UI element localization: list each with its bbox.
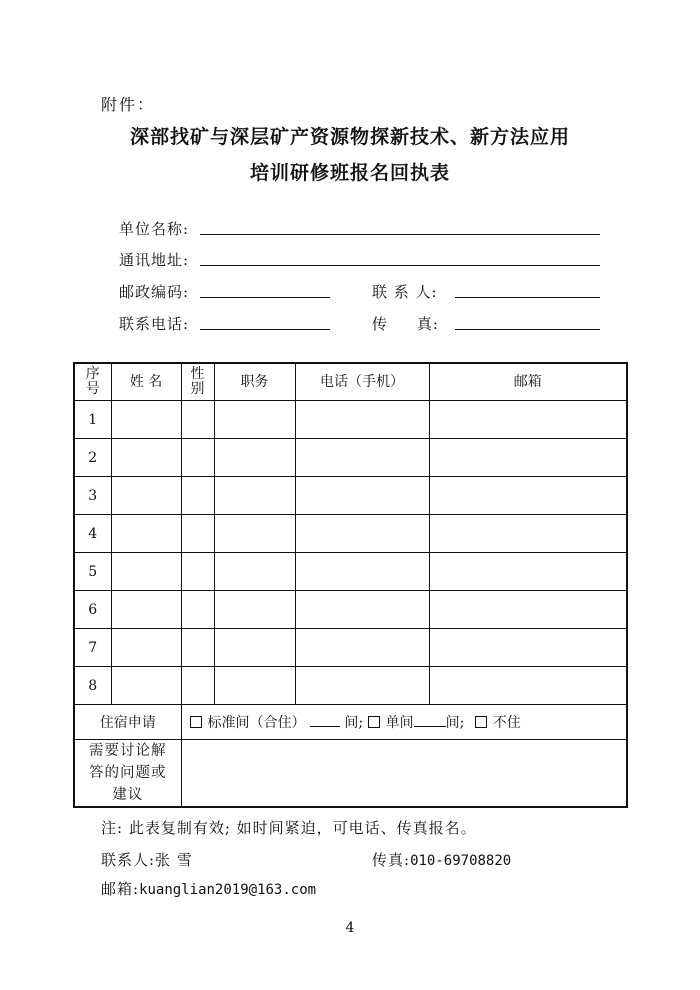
checkbox-no-stay[interactable] [475,716,487,728]
email-address: kuanglian2019@163.com [139,882,317,898]
phone-cell[interactable] [295,439,429,477]
email-cell[interactable] [429,439,627,477]
row-number: 2 [74,439,111,477]
table-header-row [74,363,627,401]
stay-option-standard: 标准间（合住） [207,715,306,731]
name-cell[interactable] [111,591,181,629]
header-position: 职务 [214,363,295,401]
position-cell[interactable] [214,591,295,629]
gender-cell[interactable] [181,401,214,439]
row-number: 3 [74,477,111,515]
page-title-line2: 培训研修班报名回执表 [249,162,450,184]
table-row [74,515,627,553]
phone-label: 联系电话: [119,315,190,333]
gender-cell[interactable] [181,591,214,629]
name-cell[interactable] [111,667,181,705]
phone-cell[interactable] [295,667,429,705]
row-number: 5 [74,553,111,591]
name-cell[interactable] [111,477,181,515]
row-number: 1 [74,401,111,439]
email-info [101,878,316,899]
position-cell[interactable] [214,477,295,515]
stay-unit-2: 间; [445,715,465,731]
header-phone: 电话（手机） [295,363,429,401]
unit-name-label: 单位名称: [119,220,190,238]
stay-label: 住宿申请 [74,705,181,740]
email-cell[interactable] [429,591,627,629]
header-seq: 序号 [74,363,111,401]
email-info-label: 邮箱: [101,880,140,898]
stay-options [181,705,627,740]
row-number: 6 [74,591,111,629]
gender-cell[interactable] [181,629,214,667]
fax-number: 010-69708820 [410,853,512,869]
position-cell[interactable] [214,439,295,477]
page-title-line1: 深部找矿与深层矿产资源物探新技术、新方法应用 [129,126,570,148]
table-row [74,439,627,477]
questions-field[interactable] [181,740,627,808]
email-cell[interactable] [429,477,627,515]
contact-person: 联系人:张 雪 [101,851,193,869]
phone-cell[interactable] [295,515,429,553]
gender-cell[interactable] [181,667,214,705]
checkbox-single-room[interactable] [368,716,380,728]
position-cell[interactable] [214,401,295,439]
row-number: 7 [74,629,111,667]
fax-info [372,849,511,870]
contact-label: 联 系 人: [372,283,438,301]
phone-cell[interactable] [295,401,429,439]
email-cell[interactable] [429,553,627,591]
email-cell[interactable] [429,629,627,667]
checkbox-standard-room[interactable] [190,716,202,728]
name-cell[interactable] [111,439,181,477]
single-room-count-field[interactable] [414,712,446,727]
address-field[interactable] [200,265,600,266]
name-cell[interactable] [111,401,181,439]
attachment-label: 附件： [101,95,156,114]
table-row [74,401,627,439]
contact-field[interactable] [455,297,600,298]
page-number: 4 [345,920,355,936]
row-number: 4 [74,515,111,553]
fax-field[interactable] [455,329,600,330]
gender-cell[interactable] [181,477,214,515]
table-row [74,477,627,515]
stay-unit-1: 间; [344,715,364,731]
postcode-field[interactable] [200,297,330,298]
header-email: 邮箱 [429,363,627,401]
standard-room-count-field[interactable] [310,712,340,727]
header-name: 姓 名 [111,363,181,401]
phone-cell[interactable] [295,553,429,591]
email-cell[interactable] [429,667,627,705]
email-cell[interactable] [429,515,627,553]
gender-cell[interactable] [181,553,214,591]
position-cell[interactable] [214,629,295,667]
gender-cell[interactable] [181,439,214,477]
fax-info-label: 传真: [372,851,411,869]
position-cell[interactable] [214,515,295,553]
table-row [74,553,627,591]
questions-row [74,740,627,808]
position-cell[interactable] [214,553,295,591]
note-text: 注: 此表复制有效; 如时间紧迫，可电话、传真报名。 [101,819,477,837]
stay-row [74,705,627,740]
gender-cell[interactable] [181,515,214,553]
position-cell[interactable] [214,667,295,705]
fax-label: 传 真: [372,315,439,333]
table-row [74,591,627,629]
name-cell[interactable] [111,553,181,591]
name-cell[interactable] [111,629,181,667]
row-number: 8 [74,667,111,705]
registration-table [73,362,628,808]
phone-cell[interactable] [295,477,429,515]
stay-option-none: 不住 [492,715,521,731]
table-row [74,629,627,667]
name-cell[interactable] [111,515,181,553]
phone-cell[interactable] [295,629,429,667]
questions-label: 需要讨论解答的问题或建议 [74,740,181,808]
address-label: 通讯地址: [119,251,190,269]
table-row [74,667,627,705]
phone-cell[interactable] [295,591,429,629]
postcode-label: 邮政编码: [119,283,190,301]
stay-option-single: 单间 [385,715,414,731]
header-gender: 性别 [181,363,214,401]
email-cell[interactable] [429,401,627,439]
phone-field[interactable] [200,329,330,330]
unit-name-field[interactable] [200,234,600,235]
